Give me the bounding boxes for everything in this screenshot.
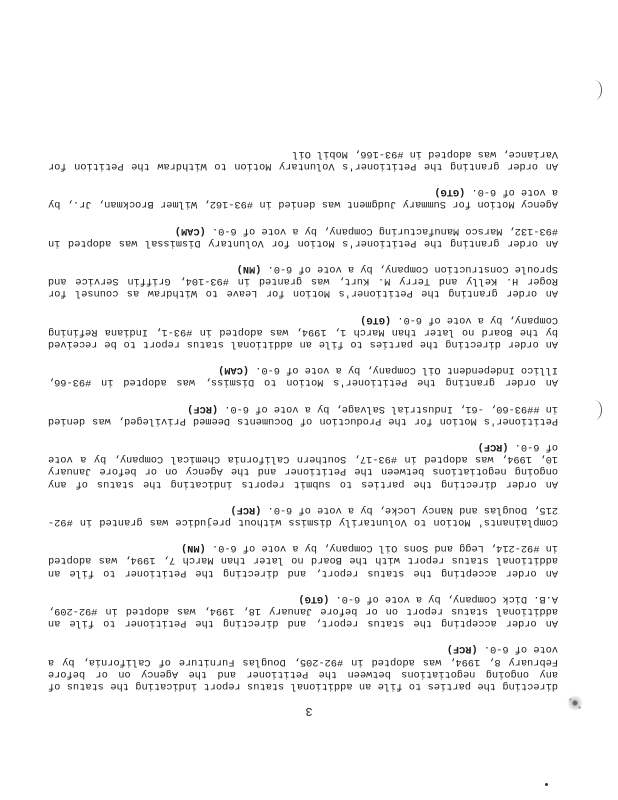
scan-speck	[545, 783, 548, 786]
staff-code: (CAM)	[218, 364, 250, 377]
binder-hole-mark	[587, 80, 602, 100]
paragraph	[48, 402, 558, 426]
paragraph	[48, 263, 558, 300]
page-number: 3	[305, 704, 313, 718]
paragraph-text: Petitioner's Motion for the Production of Documents Deemed Privileged, was denied in ##93-60, -61, Industrial Salvage, by a vote of 6-0.	[48, 402, 558, 427]
paragraph	[48, 364, 558, 388]
staff-code: (RCF)	[187, 402, 219, 415]
staff-code: (GTG)	[360, 313, 392, 326]
paragraph-text: An order directing the parties to file an additional status report to be received by the Board no later than March 1, 1994, was adopted in #93-1, Indiana Refining Company, by a vote of 6-0.	[48, 313, 558, 350]
paragraph	[48, 504, 558, 528]
staff-code: (GTG)	[298, 592, 330, 605]
paragraph-text: Complainants' Motion to Voluntarily dismiss without prejudice was granted in #92-215, Douglas and Nancy Locke, by a vote of 6-0.	[48, 503, 558, 528]
paragraph	[48, 148, 558, 172]
paragraph	[48, 593, 558, 630]
paragraph	[48, 441, 558, 490]
paragraph	[48, 313, 558, 350]
paragraph-text: An order accepting the status report, and directing the Petitioner to file an additional status report on or before January 18, 1994, was adopted in #92-209, A.B. Dick Company, by a vote of 6-0.	[48, 592, 558, 630]
paragraph-text: Agency Motion for Summary Judgment was denied in #93-162, Wilmer Brockman, Jr., by a vote of 6-0.	[48, 186, 558, 211]
staff-code: (MN)	[181, 542, 206, 555]
paragraph-text: An order granting the Petitioner's Motion for Voluntary Dismissal was adopted in #93-132, Marsco Manufacturing Company, by a vote of 6-0.	[48, 224, 558, 249]
staff-code: (GTG)	[434, 186, 466, 199]
paragraph	[48, 542, 558, 579]
paragraph-text: directing the parties to file an additional status report indicating the status of any ongoing negotiations between the Petitioner and the Agency on or before February 8, 1994, was adopted in #92-205, Douglas Furniture of California, by a vote of 6-0.	[48, 643, 558, 692]
scan-smudge-mark	[564, 692, 586, 714]
staff-code: (MN)	[236, 262, 262, 275]
paragraph-text: An order granting the Petitioner's Voluntary Motion to Withdraw the Petition for Variance, was adopted in #93-166, Mobil Oil	[48, 147, 558, 172]
staff-code: (CAM)	[174, 224, 206, 237]
paragraph-text: An order granting the Petitioner's Motion for Leave to Withdraw as counsel for Roger H. Kelly and Terry M. Kurt, was granted in #93-104, Griffin Service and Sproule Construction Company, by a vote of 6-0.	[48, 262, 558, 300]
paragraph	[48, 224, 558, 248]
paragraph-text: An order directing the parties to submit reports indicating the status of any ongoing negotiations between the Petitioner and the Agency on or before January 10, 1994, was adopted in #93-17, Southern California Chemical Company, by a vote of 6-0.	[48, 440, 558, 490]
paragraph-text: An order granting the Petitioner's Motion to Dismiss, was adopted in #93-66, Illico Independent Oil Company, by a vote of 6-0.	[48, 364, 558, 389]
staff-code: (RCF)	[446, 643, 478, 656]
paragraph	[48, 186, 558, 210]
paragraph-text: An order accepting the status report, and directing the Petitioner to file an additional status report with the Board no later than March 7, 1994, was adopted in #92-214, Legg and Sons Oil Company, by a vote of 6-0.	[48, 542, 558, 579]
binder-hole-mark	[587, 400, 602, 420]
document-body	[48, 134, 558, 693]
staff-code: (RCF)	[230, 503, 262, 516]
paragraph	[48, 643, 558, 692]
staff-code: (RCF)	[477, 440, 509, 453]
